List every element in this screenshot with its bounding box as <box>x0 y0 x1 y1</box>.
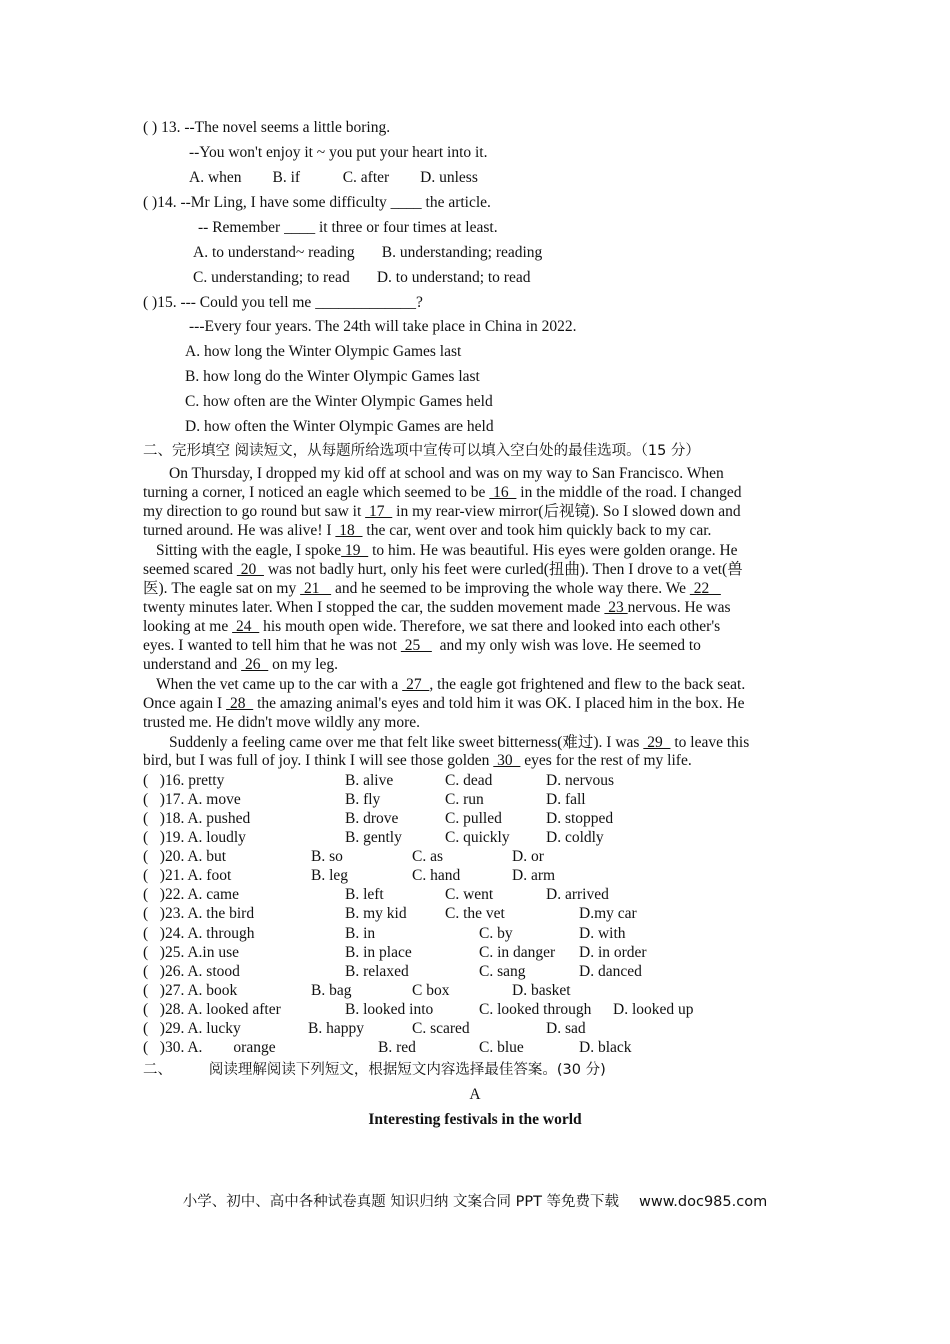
option-c: C. as <box>412 848 443 865</box>
footer-text: 小学、初中、高中各种试卷真题 知识归纳 文案合同 PPT 等免费下载 <box>182 1194 620 1210</box>
option-d: D. or <box>512 848 544 865</box>
cloze-heading: 二、完形填空 阅读短文，从每题所给选项中宣传可以填入空白处的最佳选项。（15 分） <box>143 443 700 459</box>
option-c: C. the vet <box>445 905 505 922</box>
option-d: D. arm <box>512 867 556 884</box>
option-d: D. sad <box>546 1020 586 1037</box>
question-17: ( )17. A. move <box>143 791 241 808</box>
question-18: ( )18. A. pushed <box>143 810 251 827</box>
passage-line: twenty minutes later. When I stopped the car, the sudden movement made 23 nervous. He was <box>143 599 731 616</box>
option-d: D. danced <box>579 963 642 980</box>
blank-19: 19 <box>341 542 369 559</box>
blank-22: 22 <box>689 580 721 597</box>
passage-line: Sitting with the eagle, I spoke 19 to him. He was beautiful. His eyes were golden orange. He <box>156 542 738 559</box>
option-b: B. drove <box>345 810 399 827</box>
option-c: C. quickly <box>445 829 510 846</box>
passage-line: 医). The eagle sat on my 21 and he seemed to be improving the whole way there. We 22 <box>143 580 721 597</box>
option-c: C. scared <box>412 1020 470 1037</box>
option-c: C box <box>412 982 450 999</box>
option-d: D. arrived <box>546 886 609 903</box>
option-c: C. in danger <box>479 944 556 961</box>
option-c: C. went <box>445 886 494 903</box>
blank-18: 18 <box>335 522 363 539</box>
option-b: B. in place <box>345 944 412 961</box>
question-29: ( )29. A. lucky <box>143 1020 241 1037</box>
passage-line: trusted me. He didn't move wildly any more. <box>143 714 421 731</box>
passage-line: Suddenly a feeling came over me that felt like sweet bitterness(难过). I was 29 to leave this <box>169 734 750 751</box>
option-d: D. coldly <box>546 829 604 846</box>
blank-30: 30 <box>493 752 521 769</box>
q13-stem: ( ) 13. --The novel seems a little boring. <box>143 119 391 136</box>
option-b: B. my kid <box>345 905 407 922</box>
option-d: D. fall <box>546 791 586 808</box>
question-28: ( )28. A. looked after <box>143 1001 281 1018</box>
blank-26: 26 <box>241 656 269 673</box>
reading-heading: 二、 阅读理解阅读下列短文，根据短文内容选择最佳答案。(30 分) <box>143 1062 606 1078</box>
question-26: ( )26. A. stood <box>143 963 240 980</box>
passage-line: turning a corner, I noticed an eagle which seemed to be 16 in the middle of the road. I changed <box>143 484 742 501</box>
option-c: C. by <box>479 925 513 942</box>
option-b: B. in <box>345 925 376 942</box>
q15-reply: ---Every four years. The 24th will take place in China in 2022. <box>189 318 577 335</box>
blank-24: 24 <box>232 618 260 635</box>
passage-line: my direction to go round but saw it 17 in my rear-view mirror(后视镜). So I slowed down and <box>143 503 741 520</box>
option-d: D. black <box>579 1039 632 1056</box>
q14-options-ab: A. to understand~ reading B. understanding; reading <box>193 244 543 261</box>
option-b: B. looked into <box>345 1001 434 1018</box>
q14-reply: -- Remember ____ it three or four times at least. <box>198 219 498 236</box>
option-b: B. left <box>345 886 384 903</box>
question-23: ( )23. A. the bird <box>143 905 255 922</box>
blank-29: 29 <box>643 734 671 751</box>
q14-stem: ( )14. --Mr Ling, I have some difficulty ____ the article. <box>143 194 491 211</box>
q15-stem: ( )15. --- Could you tell me _____________? <box>143 294 423 311</box>
q15-option-a: A. how long the Winter Olympic Games last <box>185 343 462 360</box>
blank-25: 25 <box>400 637 432 654</box>
passage-line: Once again I 28 the amazing animal's eyes and told him it was OK. I placed him in the box. He <box>143 695 745 712</box>
question-25: ( )25. A.in use <box>143 944 240 961</box>
passage-line: seemed scared 20 was not badly hurt, only his feet were curled(扭曲). Then I drove to a vet(兽 <box>143 561 743 578</box>
blank-27: 27 <box>402 676 430 693</box>
option-b: B. leg <box>311 867 349 884</box>
q15-option-c: C. how often are the Winter Olympic Games held <box>185 393 493 410</box>
question-19: ( )19. A. loudly <box>143 829 246 846</box>
passage-line: bird, but I was full of joy. I think I will see those golden 30 eyes for the rest of my life. <box>143 752 692 769</box>
option-d: D. stopped <box>546 810 614 827</box>
question-16: ( )16. pretty <box>143 772 225 789</box>
passage-line: On Thursday, I dropped my kid off at school and was on my way to San Francisco. When <box>169 465 724 482</box>
footer-link[interactable]: www.doc985.com <box>639 1194 768 1210</box>
q15-option-d: D. how often the Winter Olympic Games are held <box>185 418 494 435</box>
option-d: D. in order <box>579 944 647 961</box>
passage-line: looking at me 24 his mouth open wide. Therefore, we sat there and looked into each other's <box>143 618 721 635</box>
blank-20: 20 <box>236 561 264 578</box>
blank-28: 28 <box>226 695 254 712</box>
q13-options: A. when B. if C. after D. unless <box>189 169 478 186</box>
option-d: D.my car <box>579 905 637 922</box>
option-c: C. sang <box>479 963 526 980</box>
option-d: D. looked up <box>613 1001 694 1018</box>
blank-17: 17 <box>365 503 393 520</box>
option-b: B. red <box>378 1039 416 1056</box>
option-b: B. relaxed <box>345 963 409 980</box>
option-c: C. dead <box>445 772 493 789</box>
option-b: B. fly <box>345 791 381 808</box>
question-27: ( )27. A. book <box>143 982 238 999</box>
question-24: ( )24. A. through <box>143 925 255 942</box>
option-c: C. hand <box>412 867 461 884</box>
question-22: ( )22. A. came <box>143 886 239 903</box>
option-b: B. bag <box>311 982 352 999</box>
option-b: B. alive <box>345 772 394 789</box>
option-c: C. run <box>445 791 484 808</box>
footer <box>0 1190 950 1211</box>
passage-line: eyes. I wanted to tell him that he was not 25 and my only wish was love. He seemed to <box>143 637 701 654</box>
option-b: B. so <box>311 848 343 865</box>
option-c: C. blue <box>479 1039 524 1056</box>
section-label: A <box>469 1086 481 1103</box>
blank-16: 16 <box>489 484 517 501</box>
question-21: ( )21. A. foot <box>143 867 232 884</box>
option-b: B. happy <box>308 1020 364 1037</box>
question-20: ( )20. A. but <box>143 848 227 865</box>
q15-option-b: B. how long do the Winter Olympic Games last <box>185 368 480 385</box>
q14-options-cd: C. understanding; to read D. to understand; to read <box>193 269 531 286</box>
option-c: C. pulled <box>445 810 502 827</box>
option-c: C. looked through <box>479 1001 592 1018</box>
passage-line: understand and 26 on my leg. <box>143 656 339 673</box>
passage-title: Interesting festivals in the world <box>368 1111 582 1128</box>
option-b: B. gently <box>345 829 402 846</box>
option-d: D. with <box>579 925 626 942</box>
option-d: D. basket <box>512 982 571 999</box>
q13-reply: --You won't enjoy it ~ you put your heart into it. <box>189 144 488 161</box>
question-30: ( )30. A. orange <box>143 1039 276 1056</box>
passage-line: turned around. He was alive! I 18 the car, went over and took him quickly back to my car. <box>143 522 712 539</box>
blank-23: 23 <box>604 599 628 616</box>
passage-line: When the vet came up to the car with a 27 , the eagle got frightened and flew to the back seat. <box>156 676 746 693</box>
blank-21: 21 <box>300 580 332 597</box>
option-d: D. nervous <box>546 772 615 789</box>
